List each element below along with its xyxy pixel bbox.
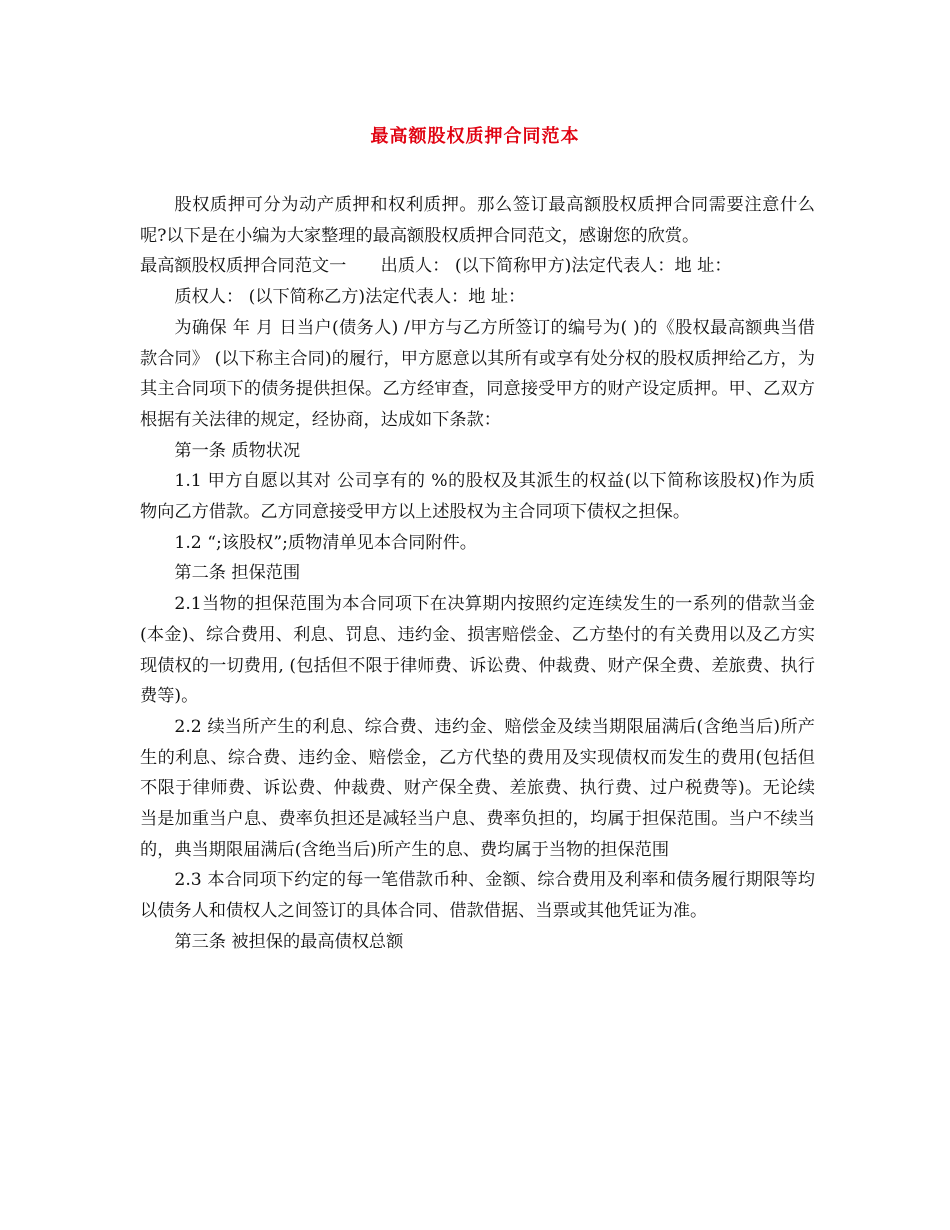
- paragraph: 2.1当物的担保范围为本合同项下在决算期内按照约定连续发生的一系列的借款当金(本金)、综合费用、利息、罚息、违约金、损害赔偿金、乙方垫付的有关费用以及乙方实现债权的一切费用, (包括但不限于律师费、诉讼费、仲裁费、财产保全费、差旅费、执行费等)。: [140, 594, 815, 707]
- paragraph: 2.3 本合同项下约定的每一笔借款币种、金额、综合费用及利率和债务履行期限等均以债务人和债权人之间签订的具体合同、借款借据、当票或其他凭证为准。: [140, 870, 815, 922]
- paragraph: 1.1 甲方自愿以其对 公司享有的 %的股权及其派生的权益(以下简称该股权)作为质物向乙方借款。乙方同意接受甲方以上述股权为主合同项下债权之担保。: [140, 471, 815, 523]
- document-body: [140, 190, 815, 958]
- paragraph: 2.2 续当所产生的利息、综合费、违约金、赔偿金及续当期限届满后(含绝当后)所产生的利息、综合费、违约金、赔偿金，乙方代垫的费用及实现债权而发生的费用(包括但不限于律师费、诉讼费、仲裁费、财产保全费、差旅费、执行费、过户税费等)。无论续当是加重当户息、费率负担还是减轻当户息、费率负担的，均属于担保范围。当户不续当的，典当期限届满后(含绝当后)所产生的息、费均属于当物的担保范围: [140, 716, 815, 860]
- paragraph: 质权人： (以下简称乙方)法定代表人：地 址：: [174, 287, 526, 308]
- paragraph: 股权质押可分为动产质押和权利质押。那么签订最高额股权质押合同需要注意什么呢?以下是在小编为大家整理的最高额股权质押合同范文，感谢您的欣赏。: [140, 195, 815, 246]
- paragraph: 最高额股权质押合同范文一 出质人： (以下简称甲方)法定代表人：地 址：: [140, 256, 732, 277]
- document-title: 最高额股权质押合同范本: [370, 126, 580, 147]
- paragraph: 为确保 年 月 日当户(债务人) /甲方与乙方所签订的编号为( )的《股权最高额典当借款合同》 (以下称主合同)的履行，甲方愿意以其所有或享有处分权的股权质押给乙方，为其主合同项下的债务提供担保。乙方经审查，同意接受甲方的财产设定质押。甲、乙双方根据有关法律的规定，经协商，达成如下条款：: [140, 317, 815, 430]
- paragraph: 第二条 担保范围: [174, 563, 301, 584]
- paragraph: 第一条 质物状况: [174, 440, 301, 461]
- paragraph: 第三条 被担保的最高债权总额: [174, 931, 404, 952]
- paragraph: 1.2 “;该股权”;质物清单见本合同附件。: [174, 532, 477, 553]
